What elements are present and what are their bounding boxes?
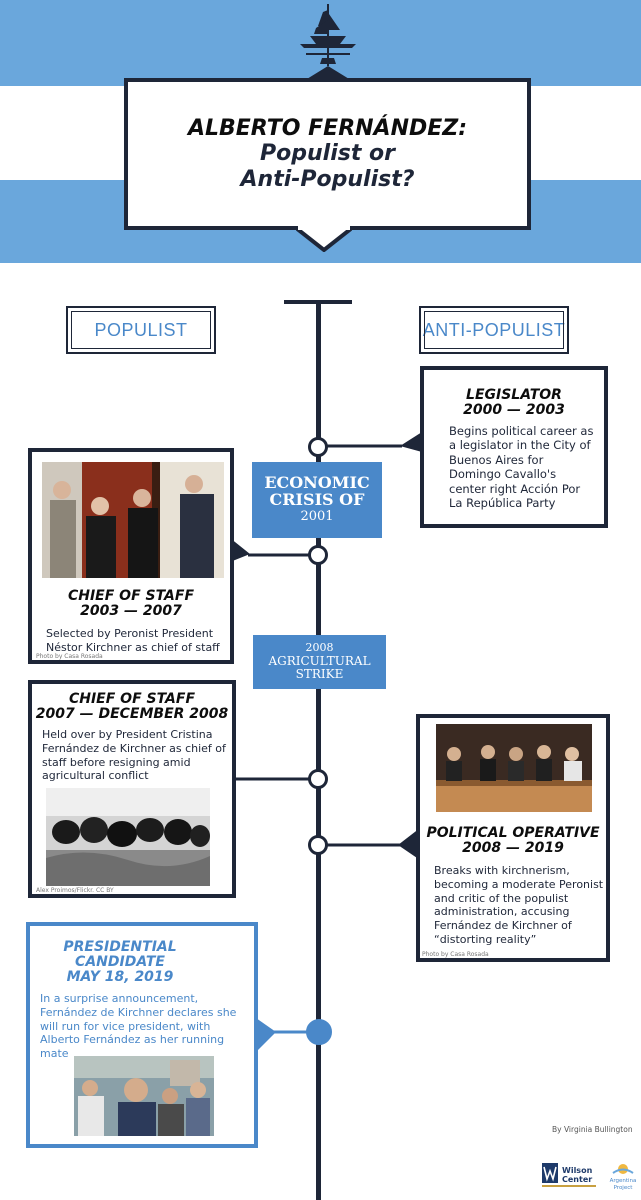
legislator-description: Begins political career as a legislator in the City of Buenos Aires for Domingo Cavallo's center right Acción Por La República Party bbox=[449, 424, 594, 510]
operative-years: 2008 — 2019 bbox=[462, 840, 564, 856]
argentina-project-logo bbox=[607, 1160, 639, 1192]
timeline-node-2008 bbox=[308, 835, 328, 855]
candidate-description: In a surprise announcement, Fernández de Kirchner declares she will run for vice president, with Alberto Fernández as her running mate bbox=[40, 992, 237, 1060]
event2-line2: AGRICULTURAL bbox=[268, 653, 371, 668]
timeline-node-2007 bbox=[308, 769, 328, 789]
operative-description: Breaks with kirchnerism, becoming a moderate Peronist and critic of the populist administration, accusing Fernández de Kirchner of “distorting reality” bbox=[434, 864, 604, 946]
populist-label: POPULIST bbox=[94, 319, 188, 340]
chief1-years: 2003 — 2007 bbox=[80, 603, 182, 619]
event1-line3: 2001 bbox=[300, 509, 334, 524]
chief2-description: Held over by President Cristina Fernández de Kirchner as chief of staff before resigning amid agricultural conflict bbox=[42, 728, 226, 783]
title-box bbox=[124, 78, 531, 230]
byline: By Virginia Bullington bbox=[552, 1125, 633, 1134]
presidential-candidate-card bbox=[26, 922, 258, 1148]
political-operative-card bbox=[416, 714, 610, 962]
page-subtitle-line2: Anti-Populist? bbox=[240, 166, 415, 192]
legislator-connector bbox=[318, 428, 424, 452]
event2-line1: 2008 bbox=[305, 640, 334, 654]
chief1-photo-credit: Photo by Casa Rosada bbox=[36, 653, 103, 660]
candidate-date: MAY 18, 2019 bbox=[66, 969, 174, 985]
page-subtitle-line1: Populist or bbox=[260, 141, 395, 167]
wilson-logo-line1: Wilson bbox=[562, 1166, 593, 1175]
chief2-years: 2007 — DECEMBER 2008 bbox=[35, 706, 229, 723]
legislator-title: LEGISLATOR bbox=[466, 387, 562, 403]
title-pointer bbox=[296, 226, 352, 252]
wilson-center-logo bbox=[542, 1163, 598, 1189]
chief2-title: CHIEF OF STAFF bbox=[68, 691, 196, 707]
economic-crisis-event bbox=[252, 462, 382, 538]
kirchner-photo bbox=[42, 462, 224, 578]
chief1-description: Selected by Peronist President Néstor Kirchner as chief of staff bbox=[46, 627, 220, 654]
argentina-logo-line2: Project bbox=[613, 1185, 633, 1191]
event2-line3: STRIKE bbox=[295, 667, 344, 682]
populist-column-header bbox=[66, 306, 216, 354]
legislator-card bbox=[420, 366, 608, 528]
chief1-connector bbox=[228, 536, 320, 564]
candidate-title: PRESIDENTIAL bbox=[63, 939, 177, 955]
ship-weathervane-icon bbox=[296, 4, 360, 82]
event1-line2: CRISIS OF bbox=[269, 490, 365, 510]
anti-populist-label: ANTI-POPULIST bbox=[422, 319, 566, 340]
event1-line1: ECONOMIC bbox=[264, 473, 370, 493]
cattle-photo bbox=[46, 788, 210, 886]
legislator-years: 2000 — 2003 bbox=[463, 402, 565, 419]
operative-photo-credit: Photo by Casa Rosada bbox=[422, 951, 489, 958]
timeline-node-2019 bbox=[306, 1019, 332, 1045]
agricultural-strike-event bbox=[253, 635, 386, 689]
operative-connector bbox=[318, 826, 422, 860]
timeline-node-2000 bbox=[308, 437, 328, 457]
chief2-photo-credit: Alex Proimos/Flickr. CC BY bbox=[36, 887, 114, 894]
argentina-logo-line1: Argentina bbox=[609, 1178, 637, 1184]
candidates-photo bbox=[74, 1056, 214, 1136]
chief-of-staff-2003-card bbox=[28, 448, 234, 664]
anti-populist-column-header bbox=[419, 306, 569, 354]
candidate-title-2: CANDIDATE bbox=[75, 954, 165, 970]
operative-title: POLITICAL OPERATIVE bbox=[426, 825, 600, 841]
timeline-node-2003 bbox=[308, 545, 328, 565]
page-title: ALBERTO FERNÁNDEZ: bbox=[187, 115, 468, 141]
chief-of-staff-2007-card bbox=[28, 680, 236, 898]
wilson-logo-line2: Center bbox=[562, 1175, 593, 1184]
senate-photo bbox=[436, 724, 592, 812]
chief1-title: CHIEF OF STAFF bbox=[67, 588, 195, 604]
